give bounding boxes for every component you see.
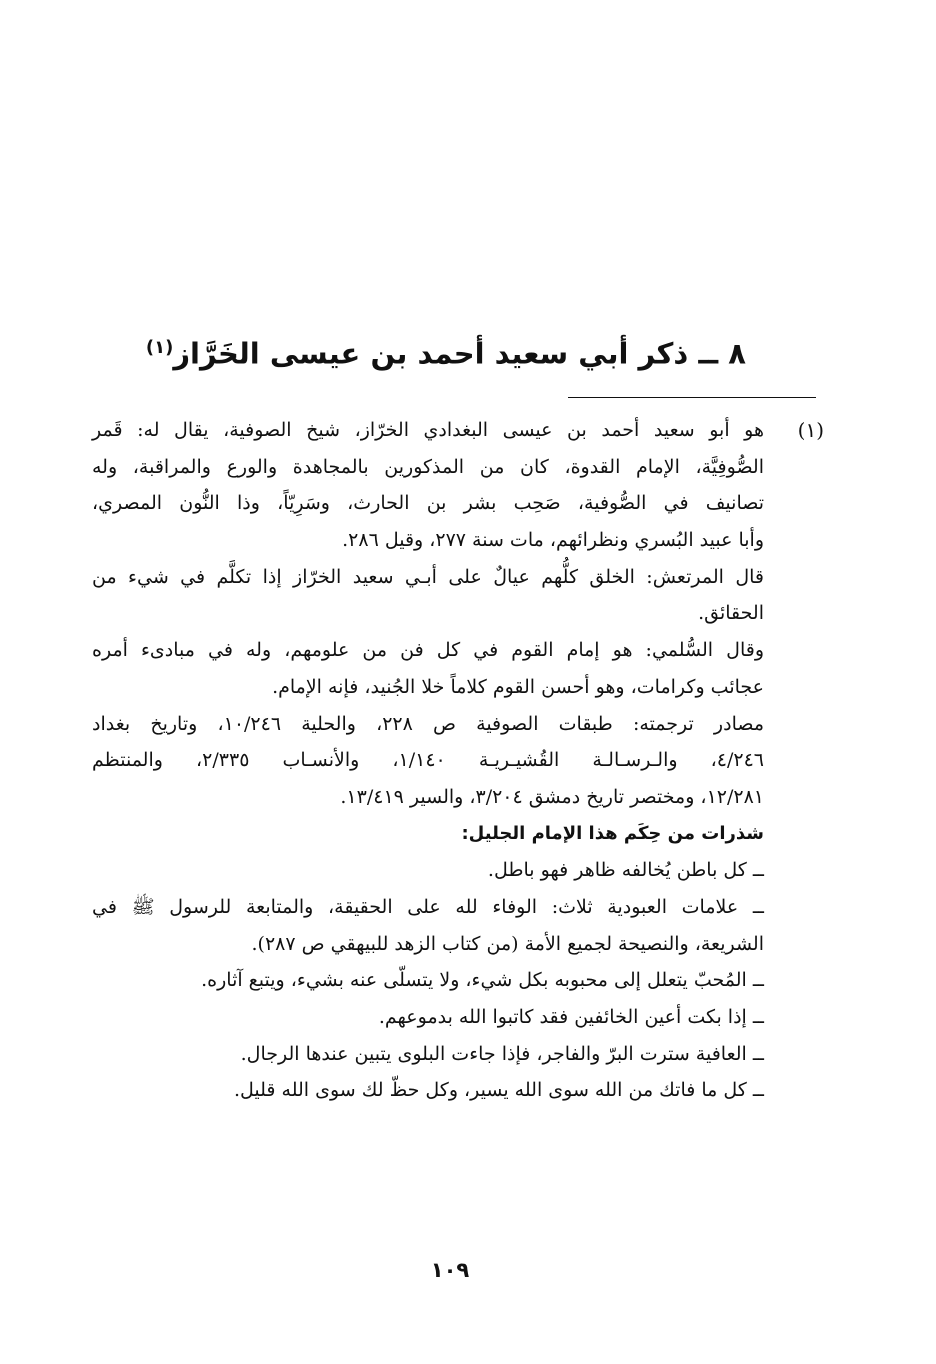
footnote-line: الحقائق. [698, 602, 764, 625]
footnote-line: وقال السُّلمي: هو إمام القوم في كل فن من علومهم، وله في مبادىء أمره [92, 639, 764, 662]
saying-item: ــ كل ما فاتك من الله سوى الله يسير، وكل حظّ لك سوى الله قليل. [233, 1079, 764, 1102]
section-heading: شذرات من حِكَم هذا الإمام الجليل: [461, 822, 764, 844]
footnote-line: عجائب وكرامات، وهو أحسن القوم كلاماً خلا الجُنيد، فإنه الإمام. [272, 675, 764, 698]
footnote-line: وأبا عبيد البُسري ونظرائهم، مات سنة ٢٧٧، وقيل ٢٨٦. [342, 529, 764, 552]
saying-item: ــ كل باطن يُخالفه ظاهر فهو باطل. [487, 859, 764, 882]
footnote-divider [568, 397, 816, 398]
saying-item: ــ العافية سترت البرّ والفاجر، فإذا جاءت البلوى يتبين عندها الرجال. [240, 1042, 764, 1065]
footnote-line: ٤/٢٤٦، والـرسـالـة القُشيـريـة ١/١٤٠، والأنسـاب ٢/٣٣٥، والمنتظم [92, 749, 764, 772]
footnote-line: ١٢/٢٨١، ومختصر تاريخ دمشق ٣/٢٠٤، والسير ١٣/٤١٩. [340, 785, 764, 808]
saying-item: ــ إذا بكت أعين الخائفين فقد كاتبوا الله بدموعهم. [378, 1006, 764, 1028]
footnote-body [92, 412, 764, 1109]
footnote-marker: (١) [797, 418, 824, 442]
footnote-reference: (١) [145, 337, 174, 358]
footnote-line: قال المرتعش: الخلق كلُّهم عيالٌ على أبـي سعيد الخرّاز إذا تكلَّم في شيء من [92, 565, 764, 588]
footnote-line: الصُّوفِيَّة، الإمام القدوة، كان من المذكورين بالمجاهدة والورع والمراقبة، وله [92, 455, 764, 478]
footnote-line: مصادر ترجمته: طبقات الصوفية ص ٢٢٨، والحلية ١٠/٢٤٦، وتاريخ بغداد [92, 712, 765, 735]
footnote-line: تصانيف في الصُّوفية، صَحِب بشر بن الحارث، وسَرِيّاً، وذا النُّون المصري، [92, 492, 764, 515]
chapter-title-text: ٨ ــ ذكر أبي سعيد أحمد بن عيسى الخَرَّاز [173, 336, 746, 371]
page-number: ١٠٩ [430, 1258, 470, 1282]
saying-item: ــ علامات العبودية ثلاث: الوفاء لله على الحقيقة، والمتابعة للرسول ﷺ في [92, 895, 764, 918]
saying-item-continuation: الشريعة، والنصيحة لجميع الأمة (من كتاب الزهد للبيهقي ص ٢٨٧). [251, 932, 764, 955]
footnote-line: هو أبو سعيد أحمد بن عيسى البغدادي الخرّاز، شيخ الصوفية، يقال له: قَمر [92, 419, 764, 441]
saying-item: ــ المُحبّ يتعلل إلى محبوبه بكل شيء، ولا يتسلّى عنه بشيء، ويتبع آثاره. [201, 969, 764, 992]
chapter-title [146, 318, 746, 384]
